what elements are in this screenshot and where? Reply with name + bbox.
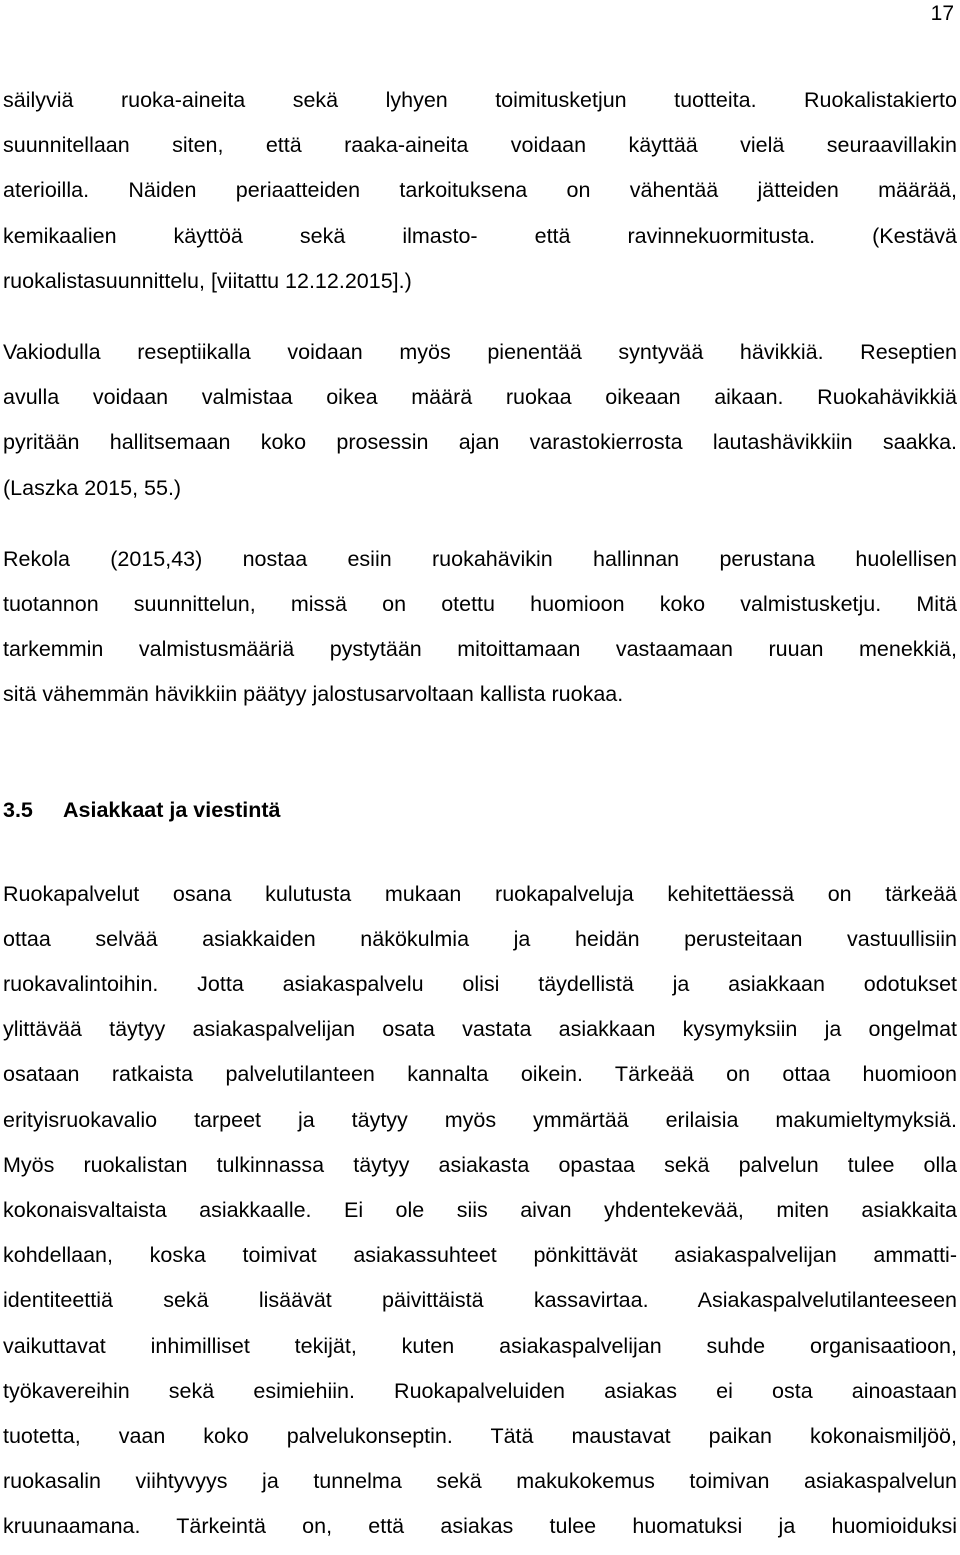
section-number: 3.5 [3, 798, 33, 823]
paragraph-spacer [3, 511, 957, 537]
paragraph [3, 330, 957, 511]
section-title: Asiakkaat ja viestintä [63, 798, 281, 823]
text-line: kemikaalien käyttöä sekä ilmasto- että ravinnekuormitusta. (Kestävä [3, 223, 957, 248]
text-line: kruunaamana. Tärkeintä on, että asiakas tulee huomatuksi ja huomioiduksi [3, 1514, 957, 1539]
document-body [3, 78, 957, 1549]
text-line: ylittävää täytyy asiakaspalvelijan osata vastata asiakkaan kysymyksiin ja ongelmat [3, 1017, 957, 1042]
text-line: avulla voidaan valmistaa oikea määrä ruokaa oikeaan aikaan. Ruokahävikkiä [3, 385, 957, 410]
text-line: tarkemmin valmistusmääriä pystytään mitoittamaan vastaamaan ruuan menekkiä, [3, 637, 957, 662]
text-line: tuotetta, vaan koko palvelukonseptin. Tätä maustavat paikan kokonaismiljöö, [3, 1423, 957, 1448]
text-line: osataan ratkaista palvelutilanteen kannalta oikein. Tärkeää on ottaa huomioon [3, 1062, 957, 1087]
text-line: identiteettiä sekä lisäävät päivittäistä kassavirtaa. Asiakaspalvelutilanteeseen [3, 1288, 957, 1313]
text-line: ruokalistasuunnittelu, [viitattu 12.12.2015].) [3, 268, 412, 293]
text-line: työkavereihin sekä esimiehiin. Ruokapalveluiden asiakas ei osta ainoastaan [3, 1378, 957, 1403]
heading-spacer [3, 834, 957, 872]
text-line: pyritään hallitsemaan koko prosessin ajan varastokierrosta lautashävikkiin saakka. [3, 430, 957, 455]
text-line: säilyviä ruoka-aineita sekä lyhyen toimitusketjun tuotteita. Ruokalistakierto [3, 88, 957, 112]
text-line: erityisruokavalio tarpeet ja täytyy myös ymmärtää erilaisia makumieltymyksiä. [3, 1107, 957, 1132]
text-line: ruokasalin viihtyvyys ja tunnelma sekä makukokemus toimivan asiakaspalvelun [3, 1469, 957, 1494]
text-line: Myös ruokalistan tulkinnassa täytyy asiakasta opastaa sekä palvelun tulee olla [3, 1152, 957, 1177]
text-line: tuotannon suunnittelun, missä on otettu huomioon koko valmistusketju. Mitä [3, 591, 957, 616]
text-line: sitä vähemmän hävikkiin päätyy jalostusarvoltaan kallista ruokaa. [3, 682, 624, 707]
paragraph [3, 872, 957, 1550]
text-line: ottaa selvää asiakkaiden näkökulmia ja heidän perusteitaan vastuullisiin [3, 926, 957, 951]
text-line: kokonaisvaltaista asiakkaalle. Ei ole siis aivan yhdentekevää, miten asiakkaita [3, 1197, 957, 1222]
text-line: kohdellaan, koska toimivat asiakassuhteet pönkittävät asiakaspalvelijan ammatti- [3, 1243, 957, 1268]
section-heading [3, 788, 957, 833]
text-line: ruokavalintoihin. Jotta asiakaspalvelu olisi täydellistä ja asiakkaan odotukset [3, 972, 957, 996]
section-spacer [3, 717, 957, 788]
text-line: Vakiodulla reseptiikalla voidaan myös pienentää syntyvää hävikkiä. Reseptien [3, 339, 957, 364]
text-line: Ruokapalvelut osana kulutusta mukaan ruokapalveluja kehitettäessä on tärkeää [3, 881, 957, 906]
paragraph [3, 78, 957, 304]
text-line: Rekola (2015,43) nostaa esiin ruokahävikin hallinnan perustana huolellisen [3, 546, 957, 571]
text-line: suunnitellaan siten, että raaka-aineita voidaan käyttää vielä seuraavillakin [3, 133, 957, 158]
text-line: (Laszka 2015, 55.) [3, 475, 182, 500]
text-line: vaikuttavat inhimilliset tekijät, kuten asiakaspalvelijan suhde organisaatioon, [3, 1333, 957, 1358]
paragraph-spacer [3, 304, 957, 330]
paragraph [3, 537, 957, 718]
text-line: aterioilla. Näiden periaatteiden tarkoituksena on vähentää jätteiden määrää, [3, 178, 957, 203]
page-number: 17 [930, 2, 954, 25]
